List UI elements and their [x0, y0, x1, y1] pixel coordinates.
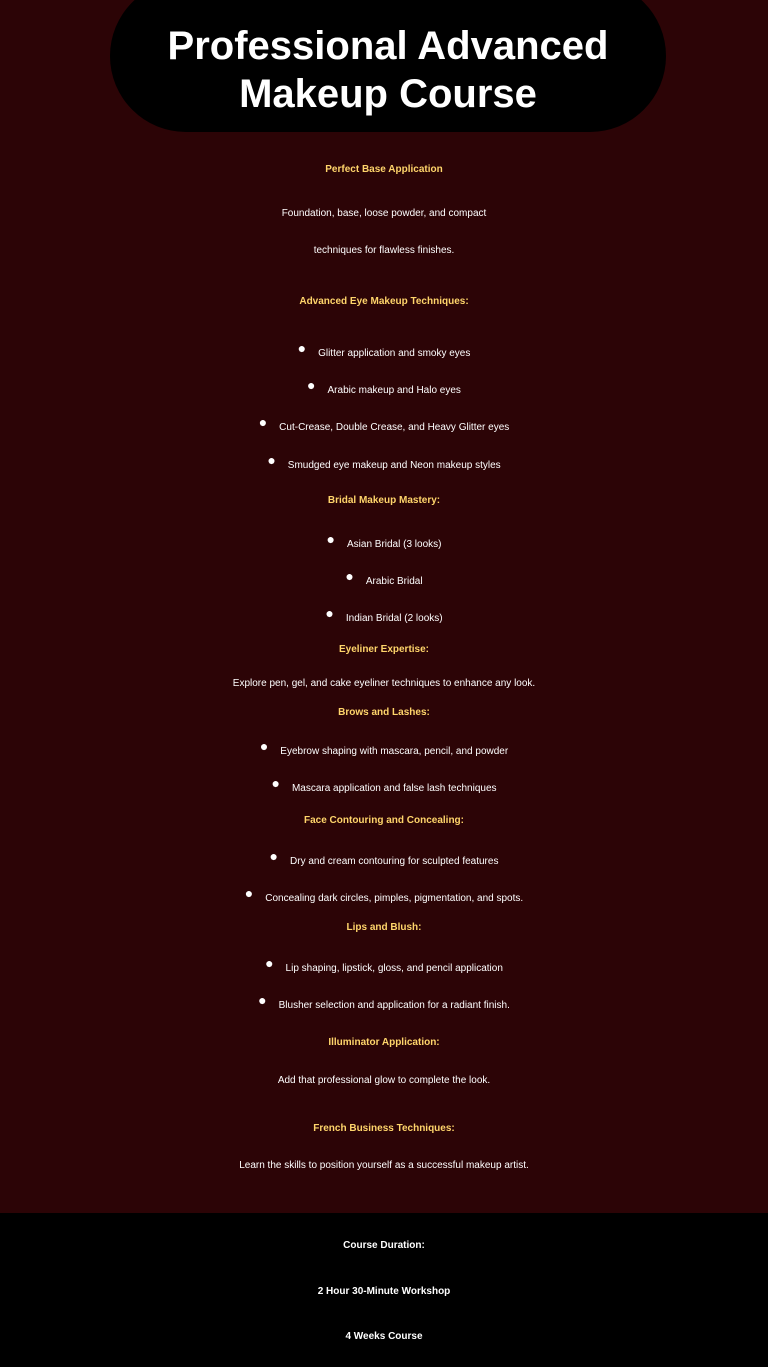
list-item: ● Arabic Bridal [0, 558, 768, 594]
section-heading-business: French Business Techniques: [313, 1123, 455, 1134]
section-text-illuminator: Add that professional glow to complete the look. [277, 1075, 491, 1086]
section-text-base-1: Foundation, base, loose powder, and compact [281, 208, 487, 219]
list-item: ● Glitter application and smoky eyes [0, 330, 768, 366]
list-item: ● Blusher selection and application for a radiant finish. [0, 982, 768, 1018]
list-item: ● Indian Bridal (2 looks) [0, 595, 768, 631]
list-item: ● Eyebrow shaping with mascara, pencil, and powder [0, 728, 768, 764]
footer-line-weeks: 4 Weeks Course [345, 1331, 423, 1342]
course-duration-footer [0, 1213, 768, 1367]
section-heading-lips: Lips and Blush: [346, 922, 422, 933]
footer-line-duration: Course Duration: [343, 1240, 425, 1251]
list-item: ● Dry and cream contouring for sculpted features [0, 838, 768, 874]
page-title: Professional Advanced Makeup Course [167, 24, 609, 116]
list-item: ● Lip shaping, lipstick, gloss, and pencil application [0, 945, 768, 981]
section-heading-base: Perfect Base Application [325, 164, 443, 175]
section-text-eyeliner: Explore pen, gel, and cake eyeliner techniques to enhance any look. [232, 678, 536, 689]
footer-line-workshop: 2 Hour 30-Minute Workshop [317, 1286, 451, 1297]
list-item: ● Cut-Crease, Double Crease, and Heavy Glitter eyes [0, 404, 768, 440]
section-heading-bridal: Bridal Makeup Mastery: [327, 495, 441, 506]
list-item: ● Mascara application and false lash techniques [0, 765, 768, 801]
section-heading-eye: Advanced Eye Makeup Techniques: [299, 296, 469, 307]
section-heading-contour: Face Contouring and Concealing: [303, 815, 464, 826]
list-item: ● Concealing dark circles, pimples, pigmentation, and spots. [0, 875, 768, 911]
section-heading-eyeliner: Eyeliner Expertise: [338, 644, 430, 655]
list-item: ● Asian Bridal (3 looks) [0, 521, 768, 557]
section-text-business: Learn the skills to position yourself as a successful makeup artist. [239, 1160, 529, 1171]
title-banner [110, 0, 666, 132]
section-heading-illuminator: Illuminator Application: [328, 1037, 440, 1048]
list-item: ● Arabic makeup and Halo eyes [0, 367, 768, 403]
section-heading-brows: Brows and Lashes: [338, 707, 430, 718]
list-item: ● Smudged eye makeup and Neon makeup styles [0, 442, 768, 478]
section-text-base-2: techniques for flawless finishes. [313, 245, 455, 256]
